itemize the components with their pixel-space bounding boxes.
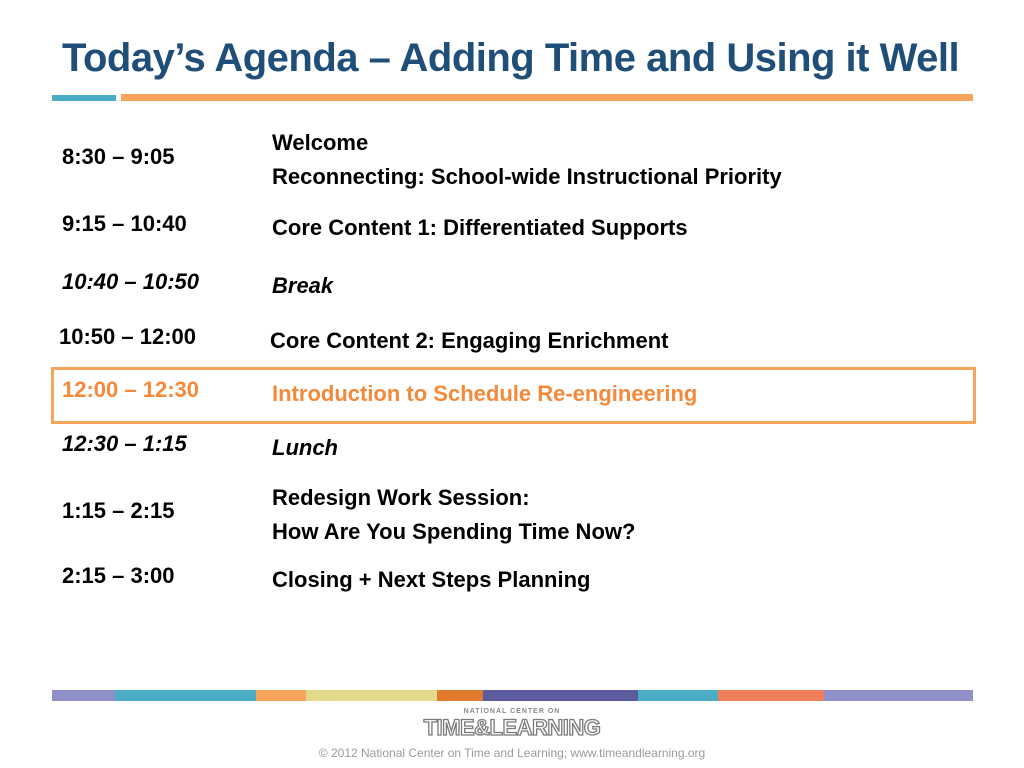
activity-line: Introduction to Schedule Re-engineering: [272, 381, 698, 406]
agenda-time: 2:15 – 3:00: [62, 563, 175, 588]
color-stripe: [256, 690, 306, 701]
color-stripe: [52, 690, 115, 701]
agenda-activity: [272, 377, 697, 411]
agenda-time: 9:15 – 10:40: [62, 211, 187, 236]
agenda-activity: [272, 563, 590, 597]
color-stripe: [115, 690, 256, 701]
agenda-activity: [272, 269, 333, 303]
activity-line: Break: [272, 273, 334, 298]
agenda-activity: [272, 481, 635, 549]
activity-line: Closing + Next Steps Planning: [272, 567, 591, 592]
activity-line: Core Content 1: Differentiated Supports: [272, 215, 688, 240]
activity-line: Redesign Work Session:: [272, 485, 530, 510]
activity-line: Core Content 2: Engaging Enrichment: [270, 328, 669, 353]
agenda-time: 12:00 – 12:30: [62, 377, 199, 402]
slide-title: Today’s Agenda – Adding Time and Using it Well: [62, 36, 960, 80]
agenda-activity: [272, 211, 688, 245]
agenda-time: 8:30 – 9:05: [62, 144, 175, 169]
activity-line: Lunch: [272, 435, 338, 460]
agenda-activity: [272, 431, 338, 465]
logo-top-text: NATIONAL CENTER ON: [463, 708, 561, 715]
agenda-time: 12:30 – 1:15: [62, 431, 187, 456]
agenda-time: 10:50 – 12:00: [59, 324, 196, 349]
agenda-time: 10:40 – 10:50: [62, 269, 199, 294]
activity-line: Reconnecting: School-wide Instructional Priority: [272, 164, 782, 189]
color-stripe: [437, 690, 483, 701]
activity-line: Welcome: [272, 130, 369, 155]
color-stripe: [306, 690, 437, 701]
logo-main-text: TIME&LEARNING: [423, 715, 601, 740]
color-stripe: [718, 690, 824, 701]
activity-line: How Are You Spending Time Now?: [272, 519, 636, 544]
agenda-time: 1:15 – 2:15: [62, 498, 175, 523]
organization-logo: [423, 707, 601, 741]
color-stripe: [483, 690, 638, 701]
color-stripe: [824, 690, 973, 701]
agenda-activity: [272, 126, 782, 194]
agenda-activity: [270, 324, 668, 358]
color-stripe: [638, 690, 718, 701]
footer-color-bar: [52, 690, 973, 701]
copyright-notice: © 2012 National Center on Time and Learning; www.timeandlearning.org: [318, 746, 706, 760]
